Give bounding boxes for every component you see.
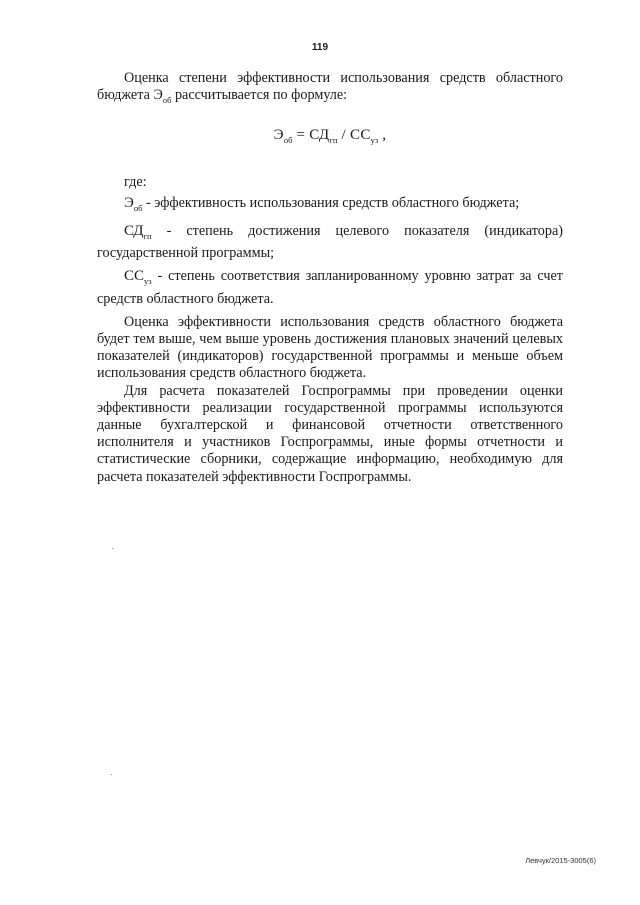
intro-subscript: об (162, 95, 172, 106)
definition-text: - степень достижения целевого показателя (индикатора) (151, 223, 563, 240)
formula-term1-sub: гп (329, 135, 338, 146)
formula-lhs: Э (273, 127, 284, 144)
definition-ssuz (97, 268, 563, 307)
formula-tail: , (378, 127, 387, 144)
definition-line (97, 268, 563, 290)
definition-sdgp (97, 223, 563, 262)
formula-div: / (337, 127, 351, 144)
definition-symbol: СД (124, 223, 144, 240)
definition-text: - эффективность использования средств областного бюджета; (142, 194, 520, 211)
definition-subscript: уз (144, 276, 152, 287)
intro-text-before: Оценка степени эффективности использования средств областного бюджета Э (97, 70, 563, 104)
scan-speck (112, 548, 113, 549)
intro-text-after: рассчитывается по формуле: (171, 87, 348, 104)
formula-term2: СС (350, 127, 371, 144)
definition-eob (97, 195, 563, 217)
formula-eq: = (292, 127, 310, 144)
formula-lhs-sub: об (283, 135, 293, 146)
formula-term2-sub: уз (370, 135, 379, 146)
formula (97, 127, 563, 149)
definition-subscript: гп (143, 231, 152, 242)
page-number: 119 (311, 42, 329, 53)
definition-text: - степень соответствия запланированному уровню затрат за счет (151, 268, 563, 285)
definition-line (97, 223, 563, 245)
scan-speck (111, 774, 112, 775)
definition-line: государственной программы; (97, 245, 275, 262)
where-label: где: (124, 173, 147, 190)
formula-term1: СД (309, 127, 330, 144)
definition-symbol: СС (124, 268, 145, 285)
definition-line: средств областного бюджета. (97, 290, 274, 307)
footer-reference: Левчук/2015-3005(6) (525, 856, 596, 865)
definition-symbol: Э (124, 194, 134, 211)
definition-subscript: об (133, 202, 143, 213)
paragraph-2: Для расчета показателей Госпрограммы при проведении оценки эффективности реализации государственной программы используются данные бухгалтерской и финансовой отчетности ответственного исполнителя и участников Госпрограммы, иные формы отчетности и статистические сборники, содержащие информацию, необходимую для расчета показателей эффективности Госпрограммы. (97, 382, 563, 485)
paragraph-1: Оценка эффективности использования средств областного бюджета будет тем выше, чем выше уровень достижения плановых значений целевых показателей (индикаторов) государственной программы и меньше объем использования средств областного бюджета. (97, 313, 563, 382)
intro-paragraph (97, 70, 563, 109)
document-body (97, 70, 563, 486)
